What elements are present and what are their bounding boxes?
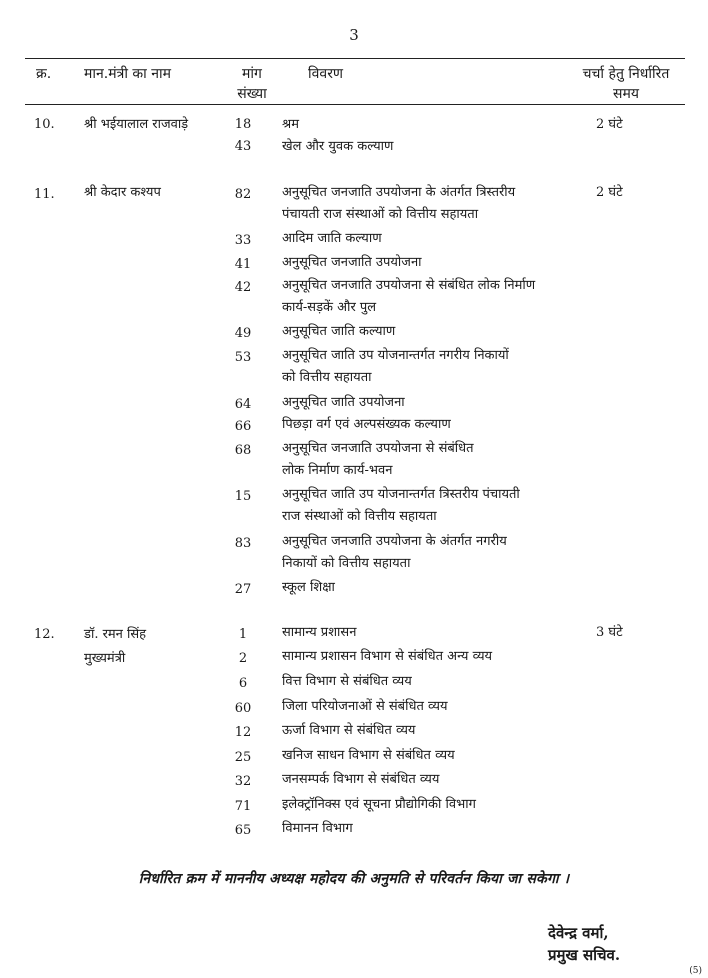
group-sno: 10. [34,117,55,132]
allotted-time: 2 घंटे [596,185,623,200]
header-minister: मान.मंत्री का नाम [84,66,171,82]
signature-block [548,922,620,966]
header-time-line2: समय [613,86,639,102]
demand-number: 43 [234,139,252,154]
demand-number: 32 [234,774,252,789]
header-demand-line2: संख्या [237,86,267,102]
minister-name: श्री केदार कश्यप [84,185,161,200]
demand-number: 82 [234,187,252,202]
demand-description: अनुसूचित जनजाति उपयोजना से संबंधित [282,441,474,456]
demand-number: 18 [234,117,252,132]
minister-name: डॉ. रमन सिंह [84,627,147,642]
demand-number: 41 [234,257,252,272]
demand-description-cont: पंचायती राज संस्थाओं को वित्तीय सहायता [282,207,479,222]
header-time-line1: चर्चा हेतु निर्धारित [582,66,670,82]
demand-number: 49 [234,326,252,341]
demand-description: अनुसूचित जाति उप योजनान्तर्गत नगरीय निकायों [282,348,509,363]
demand-number: 12 [234,725,252,740]
demand-number: 2 [238,651,248,666]
demand-description: वित्त विभाग से संबंधित व्यय [282,674,412,689]
demand-number: 33 [234,233,252,248]
demand-description: पिछड़ा वर्ग एवं अल्पसंख्यक कल्याण [282,417,451,432]
demand-description: खेल और युवक कल्याण [282,139,394,154]
group-sno: 11. [34,187,55,202]
demand-description: स्कूल शिक्षा [282,580,335,595]
demand-number: 64 [234,397,252,412]
demand-number: 15 [234,489,252,504]
allotted-time: 2 घंटे [596,117,623,132]
demand-description: अनुसूचित जाति कल्याण [282,324,396,339]
demand-description-cont: कार्य-सड़कें और पुल [282,300,377,315]
demand-description: विमानन विभाग [282,821,353,836]
demand-number: 83 [234,536,252,551]
demand-description: अनुसूचित जनजाति उपयोजना से संबंधित लोक निर्माण [282,278,536,293]
header-demand-line1: मांग [242,66,262,82]
corner-mark: (5) [689,966,702,976]
demand-description-cont: निकायों को वित्तीय सहायता [282,556,411,571]
demand-description: अनुसूचित जनजाति उपयोजना के अंतर्गत नगरीय [282,534,507,549]
demand-number: 68 [234,443,252,458]
demand-number: 42 [234,280,252,295]
demand-description: जिला परियोजनाओं से संबंधित व्यय [282,699,448,714]
demand-number: 60 [234,701,252,716]
header-sno: क्र. [36,66,52,82]
header-demand [222,64,282,104]
demand-number: 71 [234,799,252,814]
demand-description: सामान्य प्रशासन विभाग से संबंधित अन्य व्यय [282,649,493,664]
header-rule-top [25,58,685,59]
demand-number: 65 [234,823,252,838]
demand-description-cont: को वित्तीय सहायता [282,370,372,385]
demand-description: जनसम्पर्क विभाग से संबंधित व्यय [282,772,440,787]
demand-description: श्रम [282,117,299,132]
demand-description: अनुसूचित जनजाति उपयोजना [282,255,422,270]
signatory-designation: प्रमुख सचिव. [548,946,621,964]
allotted-time: 3 घंटे [596,625,623,640]
demand-number: 1 [238,627,248,642]
page-number: 3 [349,26,359,44]
header-time [566,64,686,104]
demand-description-cont: राज संस्थाओं को वित्तीय सहायता [282,509,437,524]
footer-note: निर्धारित क्रम में माननीय अध्यक्ष महोदय की अनुमति से परिवर्तन किया जा सकेगा । [138,871,570,887]
demand-number: 27 [234,582,252,597]
demand-description: ऊर्जा विभाग से संबंधित व्यय [282,723,416,738]
header-description: विवरण [308,66,344,82]
demand-description: अनुसूचित जाति उप योजनान्तर्गत त्रिस्तरीय पंचायती [282,487,520,502]
demand-description: इलेक्ट्रॉनिक्स एवं सूचना प्रौद्योगिकी विभाग [282,797,476,812]
demand-number: 66 [234,419,252,434]
minister-name: श्री भईयालाल राजवाड़े [84,117,189,132]
demand-description: अनुसूचित जाति उपयोजना [282,395,405,410]
demand-description: आदिम जाति कल्याण [282,231,382,246]
demand-number: 25 [234,750,252,765]
minister-designation: मुख्यमंत्री [84,651,126,666]
demand-description: खनिज साधन विभाग से संबंधित व्यय [282,748,455,763]
demand-description: सामान्य प्रशासन [282,625,357,640]
demand-number: 6 [238,676,248,691]
demand-description: अनुसूचित जनजाति उपयोजना के अंतर्गत त्रिस्तरीय [282,185,516,200]
group-sno: 12. [34,627,55,642]
demand-number: 53 [234,350,252,365]
signatory-name: देवेन्द्र वर्मा, [548,924,609,942]
demand-description-cont: लोक निर्माण कार्य-भवन [282,463,393,478]
header-rule-bottom [25,104,685,105]
